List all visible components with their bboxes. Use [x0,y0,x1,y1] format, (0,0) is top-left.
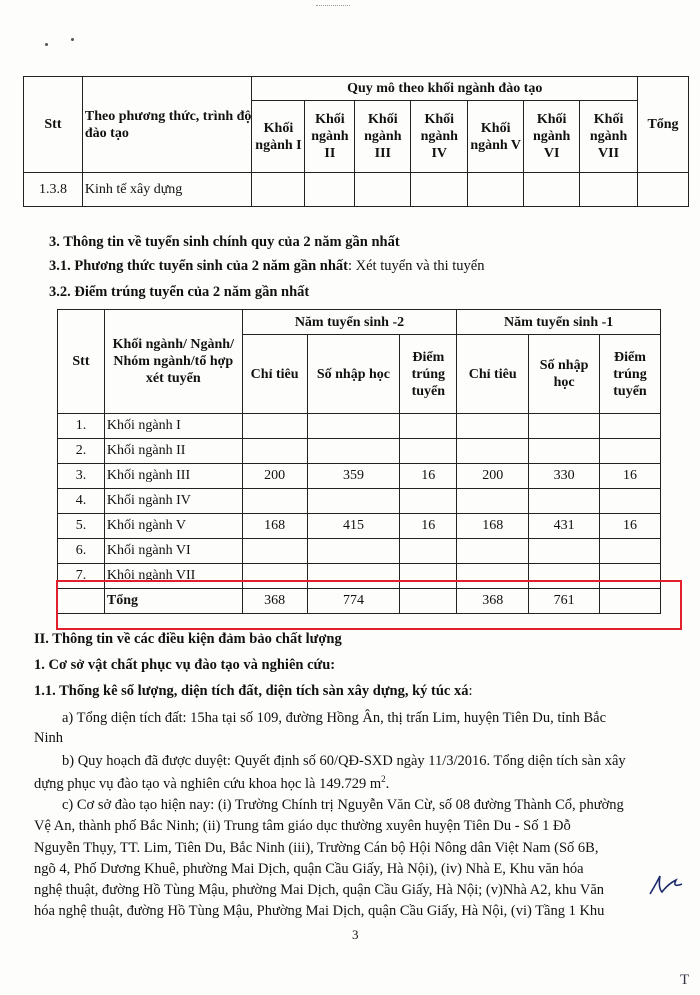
row-value [457,539,529,564]
total-header: Tổng [638,77,689,173]
group-header: Khối ngành/ Ngành/ Nhóm ngành/tổ hợp xét tuyển [104,310,242,414]
row-value: 16 [600,464,661,489]
year-1-header: Năm tuyển sinh -1 [457,310,661,335]
col-header: Khối ngành VI [524,101,580,173]
row-name: Khối ngành III [104,464,242,489]
row-stt: 2. [58,439,105,464]
row-value [457,414,529,439]
row-value [457,439,529,464]
row-name: Khối ngành II [104,439,242,464]
row-stt: 1.3.8 [24,173,83,207]
section-3-1-value: : Xét tuyển và thi tuyển [347,258,485,274]
row-value [307,539,400,564]
section-3-2: 3.2. Điểm trúng tuyển của 2 năm gần nhất [49,284,310,300]
total-value: 368 [242,589,307,614]
scan-dot [71,38,74,41]
col-header: Khối ngành IV [411,101,468,173]
paragraph-a: Ninh [34,730,63,746]
table-row [58,464,661,489]
col-header: Khối ngành VII [580,101,638,173]
row-value [242,539,307,564]
row-value: 431 [529,514,600,539]
row-value: 16 [400,464,457,489]
row-stt: 4. [58,489,105,514]
section-3-1 [49,258,485,275]
section-II-1-1 [34,683,473,700]
row-value [600,539,661,564]
row-name: Khôi ngành VII [104,564,242,589]
section-3-title: 3. Thông tin về tuyển sinh chính quy của 2 năm gần nhất [49,234,400,250]
method-header: Theo phương thức, trình độ đào tạo [82,77,252,173]
diem-header: Điểm trúng tuyển [600,335,661,414]
row-value [242,439,307,464]
row-value [307,439,400,464]
table-row [58,539,661,564]
table-row [24,173,689,207]
highlight-box [56,580,682,630]
section-II-1-1-text: 1.1. Thống kê số lượng, diện tích đất, diện tích sàn xây dựng, ký túc xá [34,683,469,699]
scan-dot [45,43,48,46]
diem-header: Điểm trúng tuyển [400,335,457,414]
col-header: Khối ngành I [252,101,305,173]
initials-mark [646,870,686,900]
row-value: 168 [242,514,307,539]
row-value: 200 [457,464,529,489]
row-value [400,439,457,464]
paragraph-b [34,774,389,793]
paragraph-c: hóa nghệ thuật, đường Hồ Tùng Mậu, Phường Mai Dịch, quận Cầu Giấy, Hà Nội, (vi) Tầng 1 Khu [34,903,605,919]
row-value [400,489,457,514]
row-value [529,539,600,564]
row-name: Khối ngành I [104,414,242,439]
row-value [600,489,661,514]
row-value: 359 [307,464,400,489]
row-stt: 3. [58,464,105,489]
year-2-header: Năm tuyển sinh -2 [242,310,457,335]
corner-mark: T [680,972,690,988]
table-row [58,514,661,539]
row-value [457,489,529,514]
row-value [600,414,661,439]
paragraph-c: c) Cơ sở đào tạo hiện nay: (i) Trường Chính trị Nguyễn Văn Cừ, số 08 đường Thành Cổ, phường [62,797,624,813]
row-value: 16 [400,514,457,539]
sonhap-header: Số nhập học [307,335,400,414]
total-value: 774 [307,589,400,614]
paragraph-b-end: . [385,775,390,792]
row-value: 330 [529,464,600,489]
row-value [400,414,457,439]
paragraph-c: nghệ thuật, đường Hồ Tùng Mậu, phường Mai Dịch, quận Cầu Giấy, Hà Nội; (v)Nhà A2, khu Văn [34,882,605,898]
paragraph-b-sup: 2 [381,774,386,784]
total-label: Tổng [104,589,242,614]
col-header: Khối ngành III [355,101,411,173]
row-name: Kinh tế xây dựng [82,173,252,207]
row-stt: 7. [58,564,105,589]
row-value: 200 [242,464,307,489]
row-value [400,539,457,564]
scale-table [23,76,689,207]
row-name: Khối ngành VI [104,539,242,564]
stt-header: Stt [58,310,105,414]
row-value [529,439,600,464]
col-header: Khối ngành V [468,101,524,173]
total-value: 368 [457,589,529,614]
group-header: Quy mô theo khối ngành đào tạo [252,77,638,101]
row-value [242,489,307,514]
row-value: 415 [307,514,400,539]
scan-artifact [316,5,350,6]
admission-table [57,309,661,614]
row-value [529,489,600,514]
section-II-1: 1. Cơ sở vật chất phục vụ đào tạo và nghiên cứu: [34,657,336,673]
row-name: Khối ngành V [104,514,242,539]
section-II-title: II. Thông tin về các điều kiện đảm bảo chất lượng [34,631,342,647]
row-value [307,489,400,514]
sonhap-header: Số nhập học [529,335,600,414]
table-row [58,439,661,464]
paragraph-b: b) Quy hoạch đã được duyệt: Quyết định số 60/QĐ-SXD ngày 11/3/2016. Tổng diện tích sàn xây [62,753,626,769]
stt-header: Stt [24,77,83,173]
total-value: 761 [529,589,600,614]
row-stt: 5. [58,514,105,539]
row-value [307,414,400,439]
chitieu-header: Chỉ tiêu [242,335,307,414]
row-value: 168 [457,514,529,539]
paragraph-c: Nguyễn Thụy, TT. Lim, Tiên Du, Bắc Ninh (iii), Trường Cán bộ Hội Nông dân Việt Nam (Số 6B, [34,840,599,856]
page-number: 3 [352,927,359,942]
table-row [58,489,661,514]
section-II-1-1-colon: : [468,683,473,699]
table-row [58,414,661,439]
row-value: 16 [600,514,661,539]
chitieu-header: Chỉ tiêu [457,335,529,414]
row-value [529,414,600,439]
row-value [600,439,661,464]
paragraph-a: a) Tổng diện tích đất: 15ha tại số 109, đường Hồng Ân, thị trấn Lim, huyện Tiên Du, tỉnh Bắc [62,710,607,726]
col-header: Khối ngành II [305,101,355,173]
paragraph-c: ngõ 4, Phố Dương Khuê, phường Mai Dịch, quận Cầu Giấy, Hà Nội), (iv) Nhà E, Khu văn hóa [34,861,584,877]
row-name: Khối ngành IV [104,489,242,514]
row-value [242,414,307,439]
section-3-1-label: 3.1. Phương thức tuyển sinh của 2 năm gần nhất [49,258,348,274]
paragraph-b-text: dựng phục vụ đào tạo và nghiên cứu khoa học là 149.729 m [34,775,382,792]
row-stt: 6. [58,539,105,564]
paragraph-c: Vệ An, thành phố Bắc Ninh; (ii) Trung tâm giáo dục thường xuyên huyện Tiên Du - Số 1 Đỗ [34,818,571,834]
row-stt: 1. [58,414,105,439]
